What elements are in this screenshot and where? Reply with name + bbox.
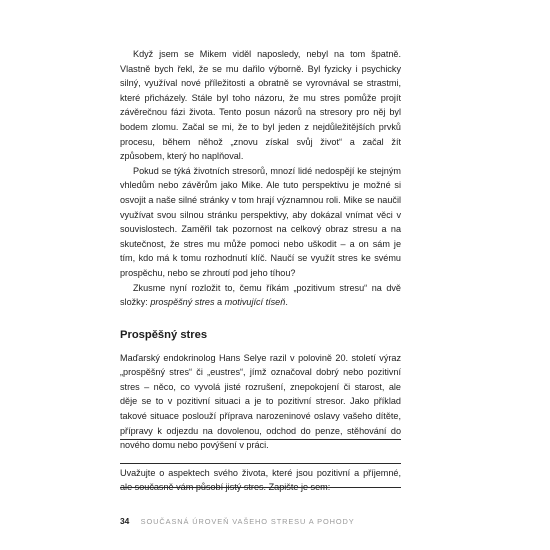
paragraph-mike-last-seen: Když jsem se Mikem viděl naposledy, nebyl na tom špatně. Vlastně bych řekl, že se mu dařilo výborně. Byl fyzicky i psychicky silný, využíval nové příležitosti a obratně se vyrovnával se strastmi, které přicházely. Stále byl toho názoru, že mu stres pomůže projít závěrečnou fázi života. Tento posun názorů na stresory pro něj byl bodem zlomu. Začal se mi, že to byl jeden z nejdůležitějších prvků procesu, během něhož „znovu získal svůj život“ a začal žít způsobem, který ho naplňoval. xyxy=(120,49,401,162)
paragraph-life-stressors: Pokud se týká životních stresorů, mnozí lidé nedospějí ke stejným vhledům nebo závěrům jako Mike. Ale tuto perspektivu je možné si osvojit a naše silné stránky v tom hrají významnou roli. Mike se naučil využívat svou silnou stránku perspektivy, aby dokázal vnímat věci v souvislostech. Zaměřil tak pozornost na celkový obraz stresu a na skutečnost, že stres mu může pomoci nebo uškodit – a on sám je tím, kdo má k tomu rozhodnutí klíč. Naučí se využít stres ke svému prospěchu, nebo se zhroutí pod jeho tíhou? xyxy=(120,165,401,278)
page-number: 34 xyxy=(120,516,130,526)
exercise-prompt: Uvažujte o aspektech svého života, které jsou pozitivní a příjemné, ale současně vám působí jistý stres. Zapište je sem: xyxy=(120,467,401,493)
page-body xyxy=(120,47,401,495)
intro-text-mid: a xyxy=(214,297,225,308)
running-head: SOUČASNÁ ÚROVEŇ VAŠEHO STRESU A POHODY xyxy=(140,517,355,526)
page-footer xyxy=(120,516,355,526)
writing-line[interactable] xyxy=(120,487,401,488)
intro-text-after: . xyxy=(285,297,288,308)
section-heading: Prospěšný stres xyxy=(120,328,208,341)
writing-line[interactable] xyxy=(120,463,401,464)
term-beneficial-stress: prospěšný stres xyxy=(150,297,215,308)
writing-line[interactable] xyxy=(120,439,401,440)
paragraph-eustress: Maďarský endokrinolog Hans Selye razil v polovině 20. století výraz „prospěšný stres“ či „eustres“, jímž označoval dobrý nebo pozitivní stres – něco, co vyvolá jisté rozrušení, znepokojení či starost, ale děje se to v pozitivní situaci a je to pozitivní stresor. Jako příklad takové situace poslouží příprava narozeninové oslavy vašeho dítěte, přípravy k odjezdu na dovolenou, odchod do penze, stěhování do nového domu nebo povýšení v práci. xyxy=(120,352,401,451)
intro-text-before: Zkusme nyní rozložit to, čemu říkám „pozitivum stresu“ na dvě složky: xyxy=(120,282,401,308)
term-motivating-distress: motivující tíseň xyxy=(224,297,286,308)
paragraph-intro-two-components xyxy=(120,281,401,310)
